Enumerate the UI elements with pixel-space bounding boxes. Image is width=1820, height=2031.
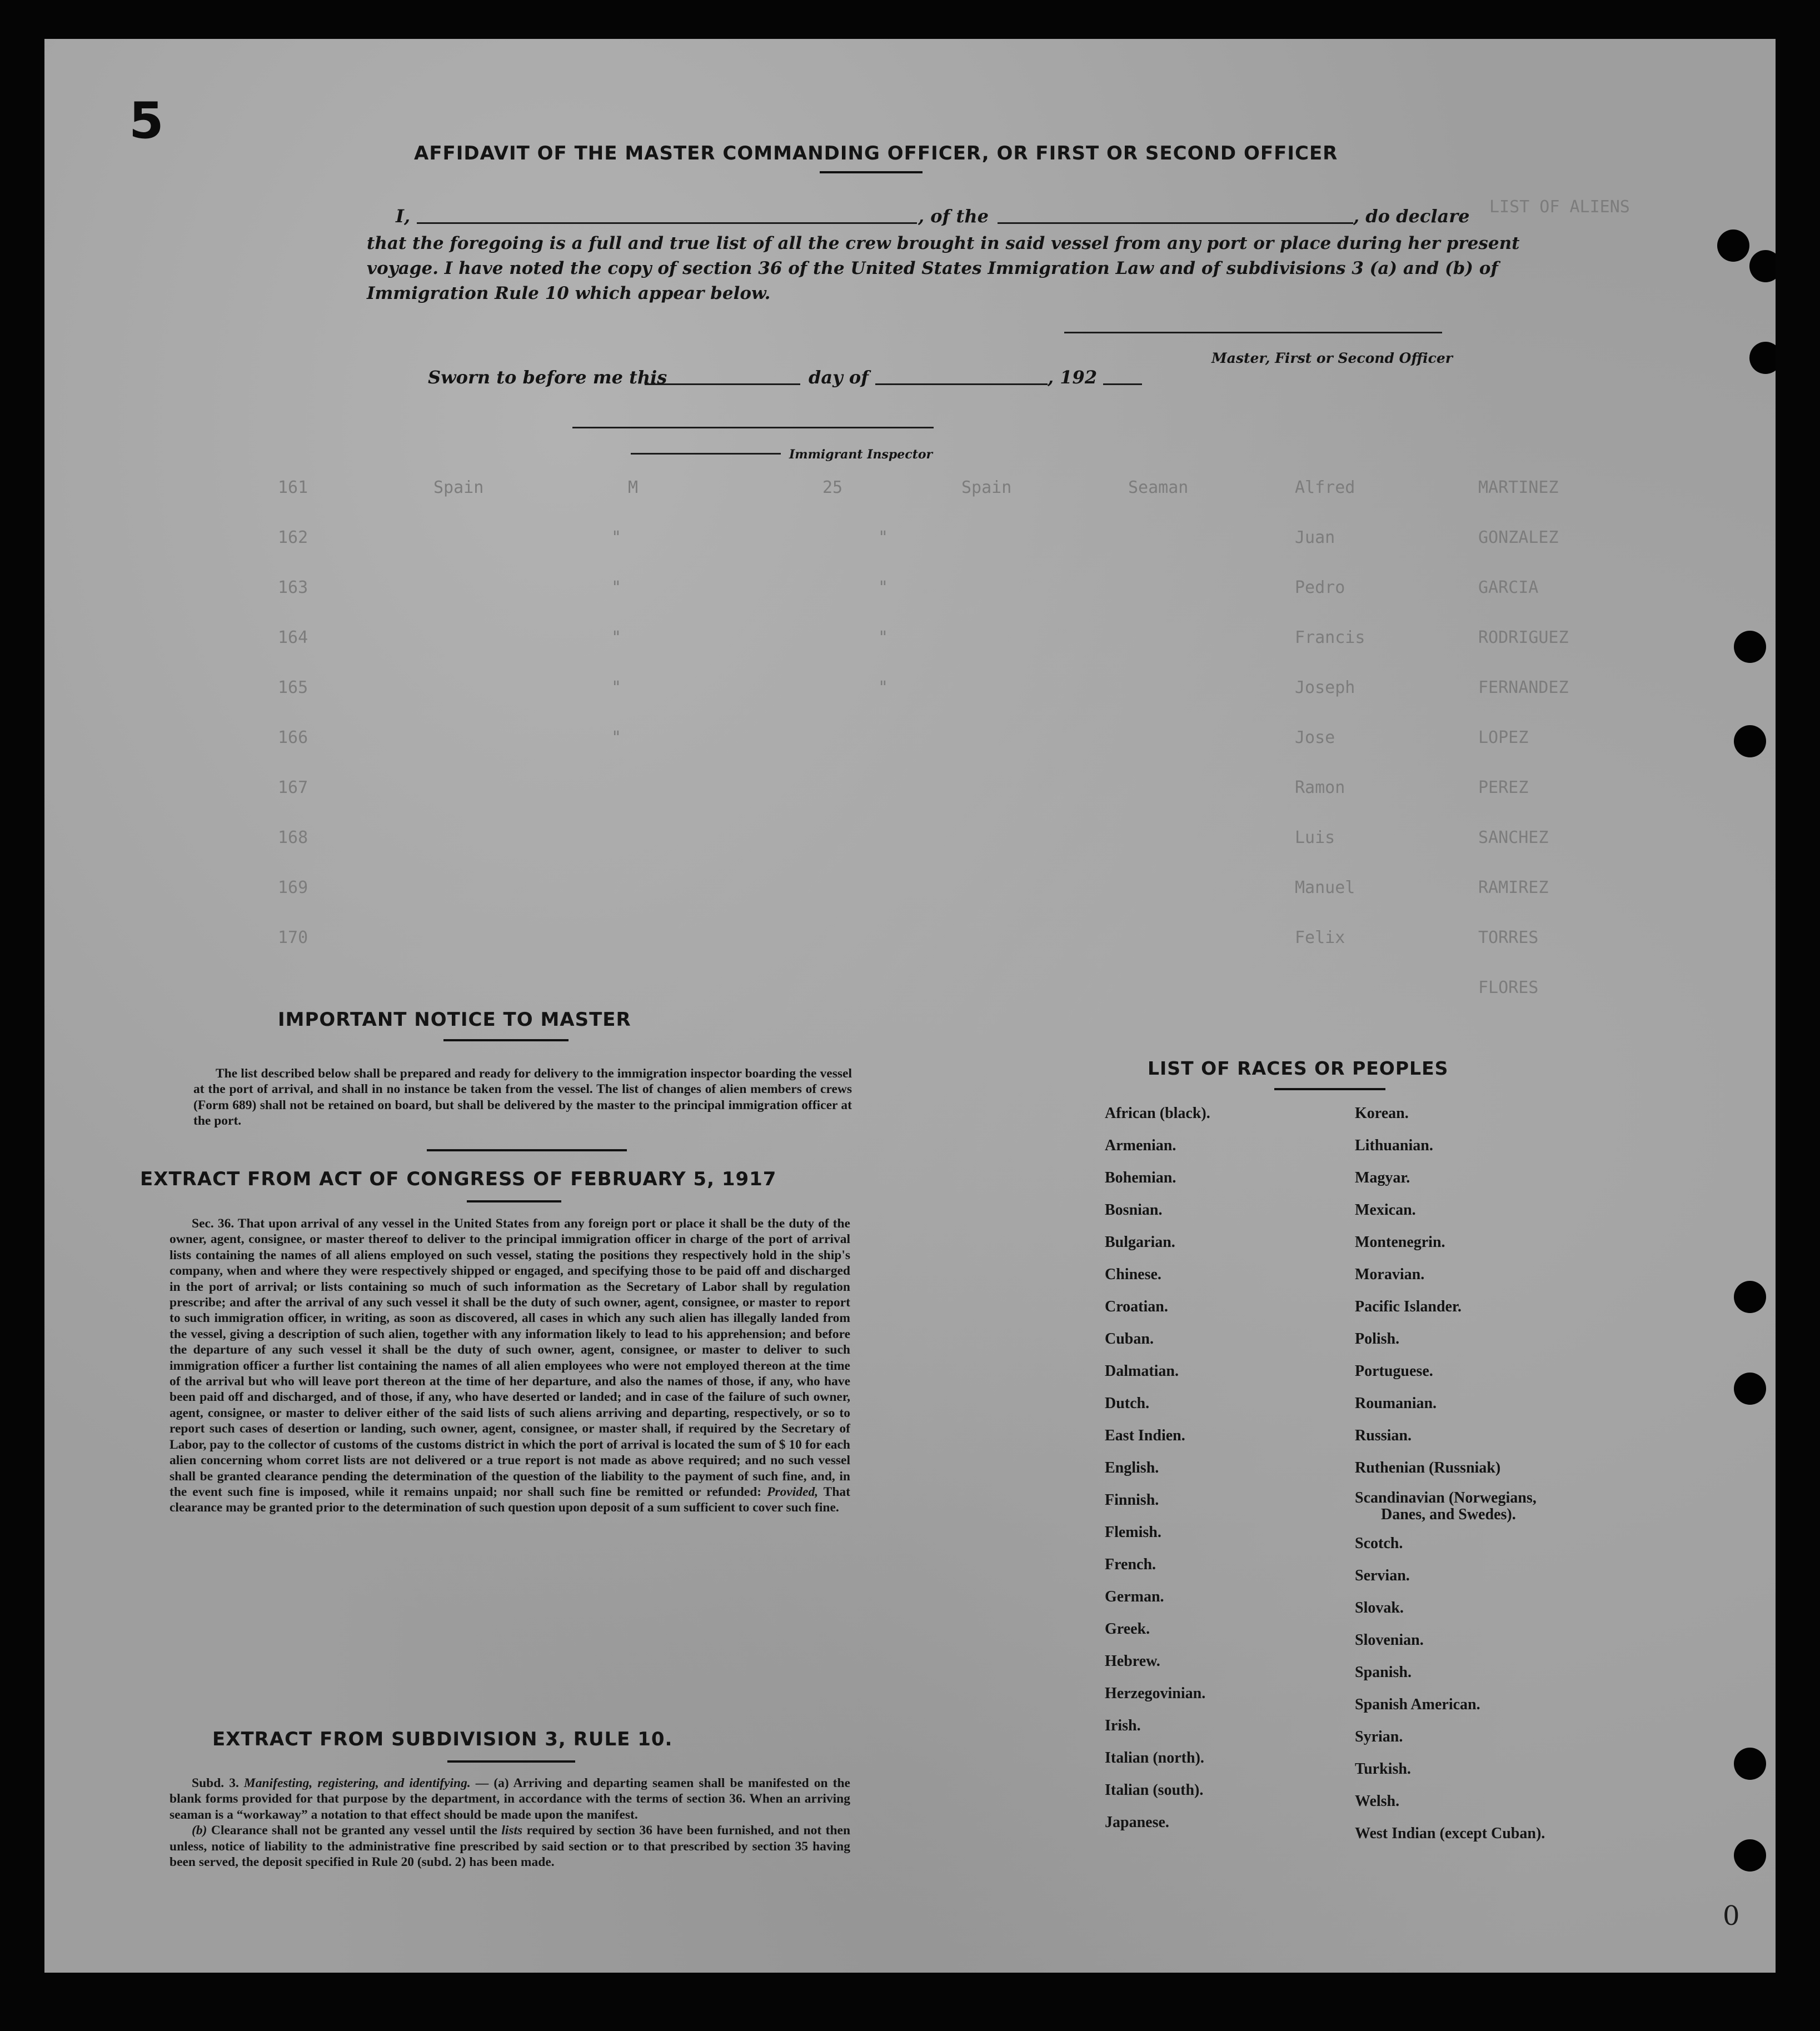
race-item: Danes, and Swedes). (1381, 1506, 1516, 1523)
race-item: Syrian. (1355, 1728, 1403, 1745)
race-item: Montenegrin. (1355, 1234, 1445, 1251)
punch-hole (1734, 1281, 1766, 1313)
race-item: Bohemian. (1105, 1169, 1176, 1186)
punch-hole (1734, 725, 1766, 757)
affidavit-i: I, (396, 206, 411, 227)
race-item: Japanese. (1105, 1814, 1169, 1831)
race-item: French. (1105, 1556, 1156, 1573)
subdivision-b-text-1: Clearance shall not be granted any vessel until the (211, 1823, 497, 1838)
corner-mark-top-left: 5 (129, 92, 164, 150)
provided-word: Provided, (767, 1484, 819, 1499)
affidavit-of-the: , of the (918, 206, 989, 227)
notice-title: IMPORTANT NOTICE TO MASTER (278, 1009, 631, 1031)
race-item: Greek. (1105, 1620, 1150, 1638)
race-item: African (black). (1105, 1105, 1210, 1122)
race-item: Servian. (1355, 1567, 1410, 1584)
race-item: Spanish. (1355, 1664, 1412, 1681)
race-item: Korean. (1355, 1105, 1409, 1122)
sworn-month-blank[interactable] (875, 383, 1048, 385)
race-item: Armenian. (1105, 1137, 1176, 1154)
inspector-label: Immigrant Inspector (789, 447, 933, 462)
race-item: Irish. (1105, 1717, 1141, 1734)
race-item: Mexican. (1355, 1201, 1416, 1219)
races-title: LIST OF RACES OR PEOPLES (1148, 1057, 1449, 1079)
act-extract-text (169, 1216, 850, 1516)
race-item: Croatian. (1105, 1298, 1168, 1315)
notice-paragraph: The list described below shall be prepared and ready for delivery to the immigration inspector boarding the vessel at the port of arrival, and shall in no instance be taken from the vessel. The list of changes of alien members of crews (Form 689) shall not be retained on board, but shall be delivered by the master to the principal immigration officer at the port. (193, 1066, 852, 1129)
inspector-signature-line[interactable] (631, 453, 781, 455)
subdivision-a-label: — (a) (475, 1776, 509, 1790)
race-item: Moravian. (1355, 1266, 1425, 1283)
race-item: Turkish. (1355, 1760, 1411, 1778)
punch-hole (1734, 631, 1766, 663)
race-item: Lithuanian. (1355, 1137, 1433, 1154)
inspector-line-upper (572, 427, 934, 428)
rule-title-underline (447, 1760, 575, 1763)
subdivision-label: Subd. 3. (192, 1776, 239, 1790)
race-item: Scotch. (1355, 1535, 1403, 1552)
rule-extract-text (169, 1775, 850, 1870)
race-item: Herzegovinian. (1105, 1685, 1206, 1702)
punch-hole (1734, 1839, 1766, 1872)
race-item: Ruthenian (Russniak) (1355, 1459, 1501, 1476)
race-item: Chinese. (1105, 1266, 1161, 1283)
race-item: Russian. (1355, 1427, 1412, 1444)
subdivision-b-label: (b) (192, 1823, 207, 1838)
sworn-day-of: day of (809, 367, 869, 388)
race-item: Finnish. (1105, 1491, 1159, 1509)
master-signature-label: Master, First or Second Officer (1211, 350, 1453, 366)
punch-hole (1749, 342, 1776, 374)
act-title-underline (467, 1200, 561, 1202)
act-extract-title: EXTRACT FROM ACT OF CONGRESS OF FEBRUARY 5, 1917 (140, 1168, 777, 1190)
race-item: Cuban. (1105, 1330, 1154, 1348)
corner-mark-bottom-right: 0 (1723, 1900, 1740, 1932)
master-signature-line[interactable] (1064, 332, 1442, 333)
race-item: Bosnian. (1105, 1201, 1163, 1219)
subdivision-b-text-2: required by section 36 have been furnished, and not then unless, notice of liability to the administrative fine prescribed by said section or to that prescribed by section 35 having been served, the deposit specified in Rule 20 (subd. 2) has been made. (169, 1823, 851, 1870)
race-item: Welsh. (1355, 1793, 1400, 1810)
notice-divider (427, 1149, 627, 1151)
punch-hole (1734, 1373, 1766, 1405)
sworn-day-blank[interactable] (645, 383, 800, 385)
section-36-text-end: That clearance may be granted prior to the determination of such question upon deposit of a sum sufficient to cover such fine. (169, 1484, 850, 1515)
document-sheet: LIST OF ALIENS MARTINEZ GONZALEZ GARCIA RODRIGUEZ FERNANDEZ LOPEZ PEREZ SANCHEZ RAMIREZ TORRES FLORES Alfred Juan Pedro Francis Joseph Jose Ramon Luis Manuel Felix Seaman Spain 25 M Spain 161 162 163 164 165 166 167 168 169 170 " " " " " " " " " 5 0 AFFIDAVIT OF THE MASTER COMMANDING OFFICER, OR FIRST OR SECOND OFFICER I, , of the , do declare that the foregoing is a full and true list of all the crew brought in said vessel from any port or place during her present voyage. I have noted the copy of section 36 of the United States Immigration Law and of subdivisions 3 (a) and (b) of Immigration Rule 10 which appear below. Master, First or Second Officer Sworn to before me this day of , 192 Immigrant Inspector IMPORTANT NOTICE TO MASTER The list described below shall be prepared and ready for delivery to the immigration inspector boarding the vessel at the port of arrival, and shall in no instance be taken from the vessel. The list of changes of alien members of crews (Form 689) shall not be retained on board, but shall be delivered by the master to the principal immigration officer at the port. EXTRACT FROM ACT OF CONGRESS OF FEBRUARY 5, 1917 Sec. 36. That upon arrival of any vessel in the United States from any foreign port or place it shall be the duty of the owner, agent, consignee, or master thereof to deliver to the principal immigration officer in charge of the port of arrival lists containing the names of all aliens employed on such vessel, stating the positions they respectively hold in the ship's company, when and where they were respectively shipped or engaged, and specifying those to be paid off and discharged in the port of arrival; or lists containing so much of such information as the Secretary of Labor shall by regulation prescribe; and after the arrival of any such vessel it shall be the duty of such owner, agent, consignee, or master to report to such immigration officer, in writing, as soon as discovered, all cases in which any such alien has illegally landed from the vessel, giving a description of such alien, together with any information likely to lead to his apprehension; and before the departure of any such vessel it shall be the duty of such owner, agent, consignee, or master to deliver to such immigration officer a further list containing the names of all alien employees who were not employed thereon at the time of the arrival but who will leave port thereon at the time of her departure, and also the names of those, if any, who have been paid off and discharged, and of those, if any, who have deserted or landed; and in case of the failure of such owner, agent, consignee, or master to deliver either of the said lists of such aliens arriving and departing, respectively, or so to report such cases of desertion or landing, such owner, agent, consignee, or master shall, if required by the Secretary of Labor, pay to the collector of customs of the customs district in which the port of arrival is located the sum of $ 10 for each alien concerning whom corret lists are not delivered or a true report is not made as above required; and no such vessel shall be granted clearance pending the determination of the question of the liability to the payment of such fine, and, in the event such fine is imposed, while it remains unpaid; nor shall such fine be remitted or refunded: Provided, That clearance may be granted prior to the determination of such question upon deposit of a sum sufficient to cover such fine. EXTRACT FROM SUBDIVISION 3, RULE 10. Subd. 3. Manifesting, registering, and identifying. — (a) Arriving and departing seamen shall be manifested on the blank forms provided for that purpose by the department, in accordance with the terms of section 36. When an arriving seaman is a “workaway” a notation to that effect should be made upon the manifest. (b) Clearance shall not be granted any vessel until the lists required by section 36 have been furnished, and not then unless, notice of liability to the administrative fine prescribed by said section or to that prescribed by section 35 having been served, the deposit specified in Rule 20 (subd. 2) has been made. LIST OF RACES OR PEOPLES African (black). Armenian. Bohemian. Bosnian. Bulgarian. Chinese. Croatian. Cuban. Dalmatian. Dutch. East Indien. English. Finnish. Flemish. French. German. Greek. Hebrew. Herzegovinian. Irish. Italian (north). Italian (south). Japanese. Korean. Lithuanian. Magyar. Mexican. Montenegrin. Moravian. Pacific Islander. Polish. Portuguese. Roumanian. Russian. Ruthenian (Russniak) Scandinavian (Norwegians, Danes, and Swedes). Scotch. Servian. Slovak. Slovenian. Spanish. Spanish American. Syrian. Turkish. Welsh. West Indian (except Cuban). (44, 39, 1776, 1973)
race-item: East Indien. (1105, 1427, 1185, 1444)
affidavit-line-4: Immigration Rule 10 which appear below. (367, 283, 771, 303)
subdivision-b-lists: lists (501, 1823, 523, 1838)
races-underline (1274, 1088, 1385, 1090)
subdivision-title: Manifesting, registering, and identifying. (243, 1776, 471, 1790)
affidavit-line-3: voyage. I have noted the copy of section 36 of the United States Immigration Law and of subdivisions 3 (a) and (b) of (367, 258, 1498, 278)
race-item: Flemish. (1105, 1524, 1161, 1541)
race-item: Italian (north). (1105, 1749, 1204, 1766)
vessel-blank[interactable] (998, 222, 1353, 224)
race-item: Italian (south). (1105, 1782, 1204, 1799)
sworn-year-blank[interactable] (1103, 383, 1142, 385)
race-item: English. (1105, 1459, 1159, 1476)
race-item: Polish. (1355, 1330, 1400, 1348)
race-item: Scandinavian (Norwegians, (1355, 1489, 1537, 1506)
section-36-text: That upon arrival of any vessel in the United States from any foreign port or place it shall be the duty of the owner, agent, consignee, or master thereof to deliver to the principal immigration officer in charge of the port of arrival lists containing the names of all aliens employed on such vessel, stating the positions they respectively hold in the ship's company, when and where they were respectively shipped or engaged, and specifying those to be paid off and discharged in the port of arrival; or lists containing so much of such information as the Secretary of Labor shall by regulation prescribe; and after the arrival of any such vessel it shall be the duty of such owner, agent, consignee, or master to report to such immigration officer, in writing, as soon as discovered, all cases in which any such alien has illegally landed from the vessel, giving a description of such alien, together with any information likely to lead to his apprehension; and before the departure of any such vessel it shall be the duty of such owner, agent, consignee, or master to deliver to such immigration officer a further list containing the names of all alien employees who were not employed thereon at the time of the arrival but who will leave port thereon at the time of her departure, and also the names of those, if any, who have been paid off and discharged, and of those, if any, who have deserted or landed; and in case of the failure of such owner, agent, consignee, or master to deliver either of the said lists of such aliens arriving and departing, respectively, or so to report such cases of desertion or landing, such owner, agent, consignee, or master shall, if required by the Secretary of Labor, pay to the collector of customs of the customs district in which the port of arrival is located the sum of $ 10 for each alien concerning whom corret lists are not delivered or a true report is not made as above required; and no such vessel shall be granted clearance pending the determination of the question of the liability to the payment of such fine, and, in the event such fine is imposed, while it remains unpaid; nor shall such fine be remitted or refunded: (169, 1216, 850, 1499)
punch-hole (1717, 229, 1749, 262)
section-label: Sec. 36. (192, 1216, 235, 1231)
affidavit-line-2: that the foregoing is a full and true list of all the crew brought in said vessel from any port or place during her present (367, 233, 1520, 253)
subdivision-a-text: Arriving and departing seamen shall be manifested on the blank forms provided for that purpose by the department, in accordance with the terms of section 36. When an arriving seaman is a “workaway” a notation to that effect should be made upon the manifest. (169, 1776, 850, 1822)
race-item: Portuguese. (1355, 1363, 1433, 1380)
race-item: German. (1105, 1588, 1164, 1605)
notice-text (193, 1066, 852, 1129)
race-item: Spanish American. (1355, 1696, 1480, 1713)
punch-hole (1734, 1748, 1766, 1780)
title-underline (820, 171, 923, 173)
sworn-year: , 192 (1048, 367, 1098, 388)
rule-extract-title: EXTRACT FROM SUBDIVISION 3, RULE 10. (212, 1728, 673, 1750)
name-blank[interactable] (417, 222, 917, 224)
race-item: Magyar. (1355, 1169, 1410, 1186)
race-item: Dutch. (1105, 1395, 1150, 1412)
race-item: Roumanian. (1355, 1395, 1437, 1412)
sworn-prefix: Sworn to before me this (428, 367, 667, 388)
affidavit-title: AFFIDAVIT OF THE MASTER COMMANDING OFFICER, OR FIRST OR SECOND OFFICER (414, 142, 1338, 164)
affidavit-do-declare: , do declare (1353, 206, 1470, 227)
race-item: West Indian (except Cuban). (1355, 1825, 1545, 1842)
punch-hole (1749, 250, 1776, 282)
race-item: Dalmatian. (1105, 1363, 1179, 1380)
race-item: Slovak. (1355, 1599, 1404, 1616)
race-item: Pacific Islander. (1355, 1298, 1462, 1315)
notice-underline (443, 1039, 569, 1041)
race-item: Bulgarian. (1105, 1234, 1175, 1251)
race-item: Hebrew. (1105, 1653, 1160, 1670)
race-item: Slovenian. (1355, 1631, 1424, 1649)
